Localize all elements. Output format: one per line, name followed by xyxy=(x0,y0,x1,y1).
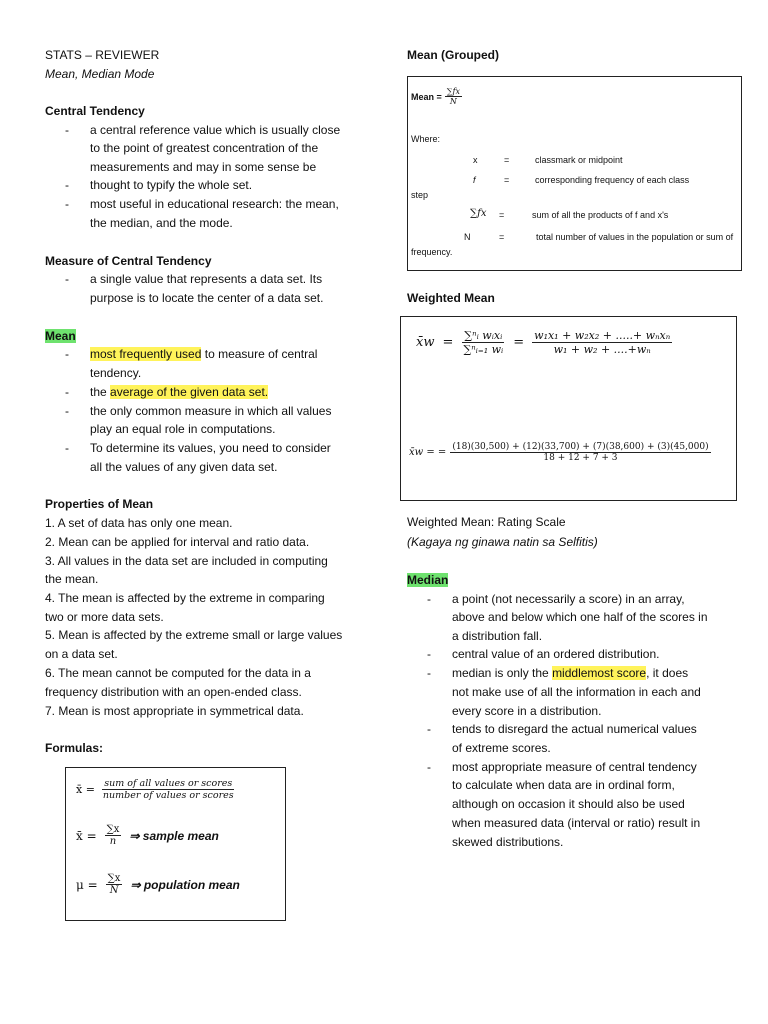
formula3-lhs: μ = xyxy=(76,877,98,892)
central-tendency-heading: Central Tendency xyxy=(45,104,145,118)
var-x-symbol: x xyxy=(473,155,478,165)
formulas-box xyxy=(65,767,286,921)
property-line: 1. A set of data has only one mean. xyxy=(45,516,233,530)
bullet-dash: - xyxy=(65,178,69,192)
median-item1-line2: above and below which one half of the scores in xyxy=(452,610,708,624)
population-mean-label: ⇒ population mean xyxy=(130,877,240,892)
median-item2: central value of an ordered distribution. xyxy=(452,647,660,661)
bullet-dash: - xyxy=(65,347,69,361)
mean-item3-line1: the only common measure in which all values xyxy=(90,404,332,418)
weighted-sum-numerator: ∑ⁿᵢ wᵢxᵢ xyxy=(464,329,503,342)
property-line: frequency distribution with an open-ended class. xyxy=(45,685,302,699)
rating-subheading: (Kagaya ng ginawa natin sa Selfitis) xyxy=(407,535,598,549)
mean-item3-line2: play an equal role in computations. xyxy=(90,422,276,436)
bullet-dash: - xyxy=(427,592,431,606)
mean-grouped-box xyxy=(407,76,742,271)
property-line: on a data set. xyxy=(45,647,118,661)
median-heading-text: Median xyxy=(407,573,449,587)
measure-item1-line1: a single value that represents a data set. Its xyxy=(90,272,323,286)
median-item4-line2: of extreme scores. xyxy=(452,741,551,755)
ct-item1-line3: measurements and may in some sense be xyxy=(90,160,317,174)
bullet-dash: - xyxy=(427,722,431,736)
grouped-fraction xyxy=(445,87,462,106)
median-item5-line1: most appropriate measure of central tendency xyxy=(452,760,697,774)
median-item5-line3: although on occasion it should also be used xyxy=(452,797,685,811)
median-item1-line1: a point (not necessarily a score) in an array, xyxy=(452,592,685,606)
mean-item4-line2: all the values of any given data set. xyxy=(90,460,278,474)
formula1-numerator: sum of all values or scores xyxy=(104,778,233,789)
median-item5-line5: skewed distributions. xyxy=(452,835,564,849)
formula-sample-mean xyxy=(76,824,219,847)
var-x-desc: classmark or midpoint xyxy=(535,155,623,165)
formula3-fraction xyxy=(106,873,123,896)
property-line: 2. Mean can be applied for interval and ratio data. xyxy=(45,535,310,549)
median-item3-line1 xyxy=(452,664,688,683)
ct-item3-line2: the median, and the mode. xyxy=(90,216,233,230)
var-n-equals: = xyxy=(499,232,505,242)
bullet-dash: - xyxy=(65,197,69,211)
bullet-dash: - xyxy=(427,666,431,680)
median-heading xyxy=(407,571,448,590)
weighted-example-lhs: x̄w = = xyxy=(409,447,447,458)
var-f-equals: = xyxy=(504,175,510,185)
var-sfx-equals: = xyxy=(499,210,505,220)
weighted-eq2: = xyxy=(513,335,525,350)
property-line: 3. All values in the data set are included in computing xyxy=(45,554,328,568)
weighted-formula xyxy=(416,329,672,356)
mean-grouped-heading: Mean (Grouped) xyxy=(407,48,499,62)
grouped-numerator: ∑fx xyxy=(446,87,460,96)
formula2-fraction xyxy=(105,824,122,847)
doc-subtitle: Mean, Median Mode xyxy=(45,67,155,81)
bullet-dash: - xyxy=(65,404,69,418)
highlight-most-used: most frequently used xyxy=(90,347,202,361)
var-sfx-symbol: ∑fx xyxy=(470,208,487,219)
property-line: 7. Mean is most appropriate in symmetrical data. xyxy=(45,704,304,718)
bullet-dash: - xyxy=(65,272,69,286)
formula3-denominator: N xyxy=(109,885,119,896)
bullet-dash: - xyxy=(65,123,69,137)
median-item1-line3: a distribution fall. xyxy=(452,629,543,643)
ct-item3-line1: most useful in educational research: the mean, xyxy=(90,197,339,211)
mean-item2-pre: the xyxy=(90,385,111,399)
bullet-dash: - xyxy=(427,760,431,774)
weighted-example-numerator: (18)(30,500) + (12)(33,700) + (7)(38,600) + (3)(45,000) xyxy=(452,442,709,452)
weighted-sum-fraction xyxy=(461,329,505,356)
grouped-formula xyxy=(411,87,462,106)
mean-heading xyxy=(45,327,76,346)
median-item5-line4: when measured data (interval or ratio) result in xyxy=(452,816,701,830)
ct-item1-line2: to the point of greatest concentration of the xyxy=(90,141,319,155)
bullet-dash: - xyxy=(427,647,431,661)
formula1-fraction xyxy=(101,778,236,801)
formula1-lhs: x̄ = xyxy=(76,783,95,796)
where-label: Where: xyxy=(411,134,441,144)
formula2-lhs: x̄ = xyxy=(76,828,97,843)
grouped-formula-label: Mean = xyxy=(411,91,442,102)
highlight-average: average of the given data set. xyxy=(110,385,269,399)
bullet-dash: - xyxy=(65,385,69,399)
doc-title: STATS – REVIEWER xyxy=(45,48,160,62)
weighted-expand-fraction xyxy=(532,329,672,356)
highlight-middlemost: middlemost score xyxy=(552,666,647,680)
median-item5-line2: to calculate when data are in ordinal form, xyxy=(452,778,675,792)
median-item3-line3: every score in a distribution. xyxy=(452,704,602,718)
measure-item1-line2: purpose is to locate the center of a data set. xyxy=(90,291,324,305)
var-x-equals: = xyxy=(504,155,510,165)
weighted-example-denominator: 18 + 12 + 7 + 3 xyxy=(543,453,618,463)
property-line: 5. Mean is affected by the extreme small or large values xyxy=(45,628,343,642)
mean-item4-line1: To determine its values, you need to consider xyxy=(90,441,331,455)
formula-mean-words xyxy=(76,778,236,801)
bullet-dash: - xyxy=(65,441,69,455)
median-item3-pre: median is only the xyxy=(452,666,553,680)
formula3-numerator: ∑x xyxy=(107,873,121,884)
median-item4-line1: tends to disregard the actual numerical values xyxy=(452,722,697,736)
weighted-example xyxy=(409,442,711,463)
grouped-denominator: N xyxy=(449,97,457,106)
sample-mean-label: ⇒ sample mean xyxy=(129,828,219,843)
formula1-denominator: number of values or scores xyxy=(102,790,234,801)
properties-heading: Properties of Mean xyxy=(45,497,154,511)
property-line: the mean. xyxy=(45,572,99,586)
formula2-denominator: n xyxy=(109,836,117,847)
property-line: two or more data sets. xyxy=(45,610,164,624)
weighted-expand-denominator: w₁ + w₂ + ....+wₙ xyxy=(553,343,651,356)
mean-item1-line1 xyxy=(90,345,317,364)
ct-item2-line1: thought to typify the whole set. xyxy=(90,178,253,192)
weighted-sum-denominator: ∑ⁿᵢ₌₁ wᵢ xyxy=(463,343,504,356)
weighted-eq1: = xyxy=(442,335,454,350)
var-f-symbol: f xyxy=(473,175,476,185)
mean-item1-rest: to measure of central xyxy=(201,347,318,361)
property-line: 4. The mean is affected by the extreme in comparing xyxy=(45,591,325,605)
var-n-symbol: N xyxy=(464,232,471,242)
weighted-expand-numerator: w₁x₁ + w₂x₂ + .....+ wₙxₙ xyxy=(534,329,671,342)
var-f-desc: corresponding frequency of each class xyxy=(535,175,690,185)
median-item3-rest: , it does xyxy=(646,666,689,680)
frequency-label: frequency. xyxy=(411,247,453,257)
weighted-lhs: x̄w xyxy=(416,335,435,350)
rating-heading: Weighted Mean: Rating Scale xyxy=(407,515,566,529)
var-sfx-desc: sum of all the products of f and x's xyxy=(532,210,669,220)
formula2-numerator: ∑x xyxy=(106,824,120,835)
ct-item1-line1: a central reference value which is usually close xyxy=(90,123,341,137)
mean-item1-line2: tendency. xyxy=(90,366,142,380)
formulas-heading: Formulas: xyxy=(45,741,104,755)
formula-population-mean xyxy=(76,873,240,896)
property-line: 6. The mean cannot be computed for the data in a xyxy=(45,666,311,680)
mean-heading-text: Mean xyxy=(45,329,76,343)
weighted-mean-heading: Weighted Mean xyxy=(407,291,495,305)
median-item3-line2: not make use of all the information in each and xyxy=(452,685,701,699)
weighted-mean-box xyxy=(400,316,737,501)
weighted-example-fraction xyxy=(450,442,710,463)
mean-item2 xyxy=(90,383,268,402)
measure-heading: Measure of Central Tendency xyxy=(45,254,212,268)
step-label: step xyxy=(411,190,429,200)
var-n-desc: total number of values in the population or sum of xyxy=(536,232,734,242)
